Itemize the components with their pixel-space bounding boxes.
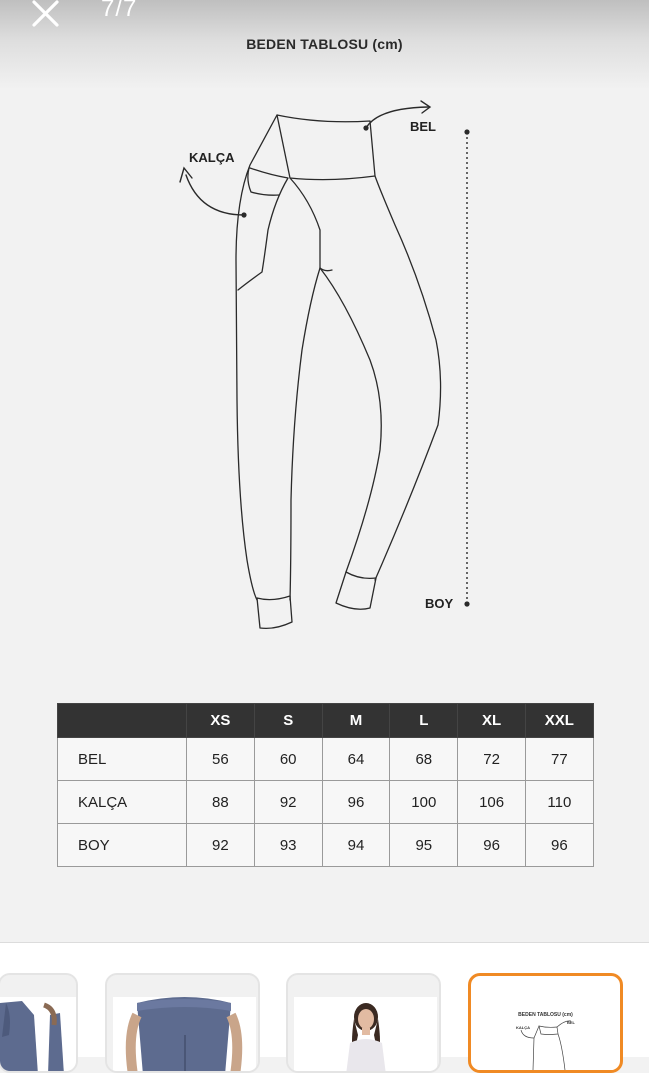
row-label: KALÇA bbox=[58, 781, 187, 824]
thumbnail-title: BEDEN TABLOSU (cm) bbox=[518, 1012, 573, 1018]
table-cell: 60 bbox=[254, 738, 322, 781]
leggings-front-photo-icon bbox=[107, 975, 260, 1073]
thumbnail-1[interactable] bbox=[0, 973, 78, 1073]
table-row bbox=[58, 738, 594, 781]
thumbnail-2[interactable] bbox=[105, 973, 260, 1073]
table-header-cell: S bbox=[254, 704, 322, 738]
thumbnail-3[interactable] bbox=[286, 973, 441, 1073]
table-cell: 92 bbox=[254, 781, 322, 824]
table-cell: 110 bbox=[525, 781, 593, 824]
table-cell: 64 bbox=[322, 738, 390, 781]
size-chart-title: BEDEN TABLOSU (cm) bbox=[246, 36, 403, 52]
table-cell: 68 bbox=[390, 738, 458, 781]
mini-hip-label: KALÇA bbox=[516, 1025, 530, 1030]
row-label: BEL bbox=[58, 738, 187, 781]
leggings-drawing bbox=[0, 90, 649, 650]
close-button[interactable] bbox=[28, 0, 64, 28]
table-cell: 72 bbox=[458, 738, 526, 781]
size-table bbox=[57, 703, 594, 867]
table-cell: 92 bbox=[187, 824, 255, 867]
table-row bbox=[58, 781, 594, 824]
table-cell: 93 bbox=[254, 824, 322, 867]
table-header-cell: XS bbox=[187, 704, 255, 738]
thumbnail-strip bbox=[0, 942, 649, 1057]
table-header-row bbox=[58, 704, 594, 738]
image-counter: 7/7 bbox=[101, 0, 138, 22]
table-cell: 95 bbox=[390, 824, 458, 867]
table-header-cell: M bbox=[322, 704, 390, 738]
table-cell: 100 bbox=[390, 781, 458, 824]
table-header-cell: XL bbox=[458, 704, 526, 738]
table-cell: 77 bbox=[525, 738, 593, 781]
close-icon bbox=[28, 0, 64, 28]
table-cell: 94 bbox=[322, 824, 390, 867]
thumbnail-preview bbox=[477, 990, 614, 1070]
table-cell: 88 bbox=[187, 781, 255, 824]
model-photo-icon bbox=[288, 975, 441, 1073]
table-cell: 96 bbox=[322, 781, 390, 824]
table-header-cell: XXL bbox=[525, 704, 593, 738]
length-label: BOY bbox=[425, 596, 454, 611]
hip-label: KALÇA bbox=[189, 150, 235, 165]
waist-label: BEL bbox=[410, 119, 436, 134]
table-cell: 96 bbox=[458, 824, 526, 867]
table-cell: 106 bbox=[458, 781, 526, 824]
table-header-cell bbox=[58, 704, 187, 738]
mini-waist-label: BEL bbox=[567, 1020, 575, 1025]
leggings-photo-icon bbox=[0, 975, 78, 1073]
mini-leggings-icon bbox=[477, 990, 620, 1070]
thumbnail-4-size-chart[interactable] bbox=[468, 973, 623, 1073]
table-cell: 96 bbox=[525, 824, 593, 867]
table-cell: 56 bbox=[187, 738, 255, 781]
row-label: BOY bbox=[58, 824, 187, 867]
table-header-cell: L bbox=[390, 704, 458, 738]
table-row bbox=[58, 824, 594, 867]
